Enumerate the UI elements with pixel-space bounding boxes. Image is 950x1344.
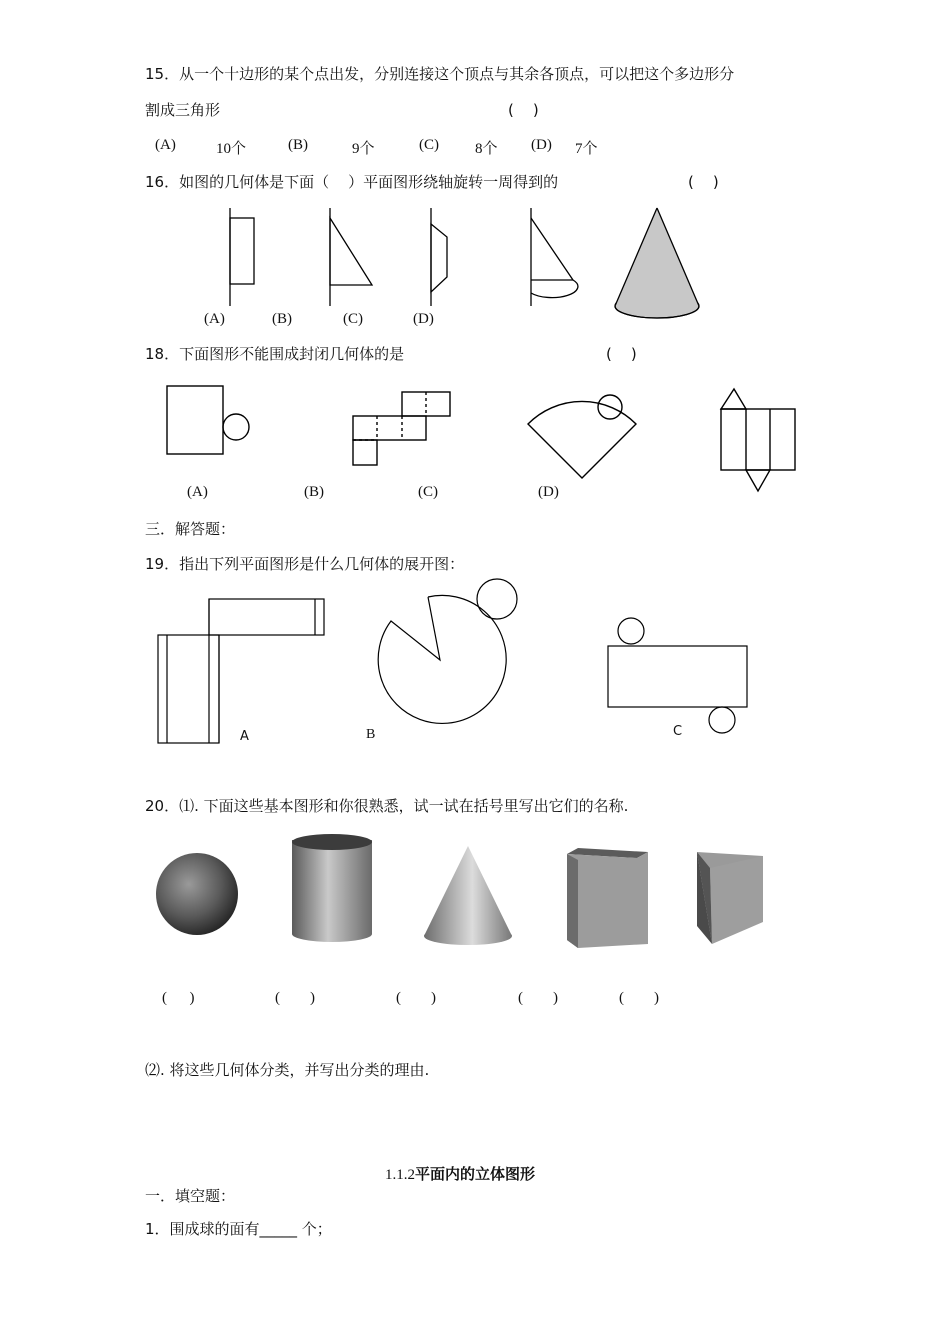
- section-112-title-text: 平面内的立体图形: [415, 1165, 536, 1183]
- triangular-prism-figure: [697, 852, 763, 944]
- q18-label-b: (B): [304, 484, 324, 500]
- q16-answer-paren: ( ): [688, 173, 719, 191]
- section-112-title: [385, 1164, 535, 1185]
- q18-label-c: (C): [418, 484, 438, 500]
- cone-figure: [424, 846, 512, 945]
- fill-blank-heading: 一．填空题：: [145, 1187, 236, 1205]
- q18-figures: [150, 380, 810, 500]
- q15-option-d-label: (D): [531, 137, 552, 153]
- q15-option-b-value: 9个: [352, 141, 375, 157]
- q20-part2: ⑵. 将这些几何体分类，并写出分类的理由.: [145, 1061, 430, 1079]
- section-112-number: 1.1.2: [385, 1167, 415, 1183]
- q19-figure-a: [158, 599, 324, 743]
- cuboid-figure: [567, 848, 648, 948]
- q16-figure-d: [531, 208, 578, 306]
- q20-solid-figures: [150, 830, 780, 960]
- q20-paren-5: ( ): [619, 990, 659, 1006]
- q15-option-c-label: (C): [419, 137, 439, 153]
- q20-paren-1: ( ): [162, 990, 195, 1006]
- q16-label-a: (A): [204, 311, 225, 327]
- q20-stem: 20．⑴. 下面这些基本图形和你很熟悉，试一试在括号里写出它们的名称.: [145, 797, 629, 815]
- q19-label-b: B: [366, 727, 376, 742]
- q16-cone-figure: [615, 208, 699, 318]
- q16-label-d: (D): [413, 311, 434, 327]
- q18-label-d: (D): [538, 484, 559, 500]
- q16-label-c: (C): [343, 311, 363, 327]
- q16-stem: 16．如图的几何体是下面（ ）平面图形绕轴旋转一周得到的: [145, 173, 559, 191]
- q20-paren-4: ( ): [518, 990, 558, 1006]
- q19-stem: 19．指出下列平面图形是什么几何体的展开图：: [145, 555, 465, 573]
- q18-label-a: (A): [187, 484, 208, 500]
- q16-figure-b: [330, 208, 372, 306]
- q19-label-c: C: [673, 724, 683, 739]
- q15-answer-paren: ( ): [508, 101, 539, 119]
- q15-option-c-value: 8个: [475, 141, 498, 157]
- q20-paren-2: ( ): [275, 990, 315, 1006]
- q18-figure-b: [353, 392, 450, 465]
- q16-figure-c: [431, 208, 447, 306]
- q15-stem-line2: 割成三角形: [145, 101, 221, 119]
- q16-figure-a: [230, 208, 254, 306]
- q19-label-a: A: [240, 729, 249, 744]
- q15-option-b-label: (B): [288, 137, 308, 153]
- q15-stem-line1: 15．从一个十边形的某个点出发，分别连接这个顶点与其余各顶点，可以把这个多边形分: [145, 65, 735, 83]
- q19-figures: [150, 575, 760, 750]
- sphere-figure: [156, 853, 238, 935]
- q18-answer-paren: ( ): [606, 345, 637, 363]
- q18-figure-d: [721, 389, 795, 491]
- q15-option-d-value: 7个: [575, 141, 598, 157]
- section-112-q1: 1．围成球的面有_____ 个；: [145, 1220, 332, 1238]
- q20-paren-3: ( ): [396, 990, 436, 1006]
- cylinder-figure: [292, 834, 372, 942]
- q19-figure-b: [378, 579, 517, 723]
- q15-option-a-label: (A): [155, 137, 176, 153]
- q18-stem: 18．下面图形不能围成封闭几何体的是: [145, 345, 405, 363]
- q15-option-a-value: 10个: [216, 141, 247, 157]
- q19-figure-c: [608, 618, 747, 733]
- q18-figure-c: [528, 395, 636, 478]
- section-three-heading: 三．解答题：: [145, 520, 236, 538]
- q18-figure-a: [167, 386, 249, 454]
- q16-label-b: (B): [272, 311, 292, 327]
